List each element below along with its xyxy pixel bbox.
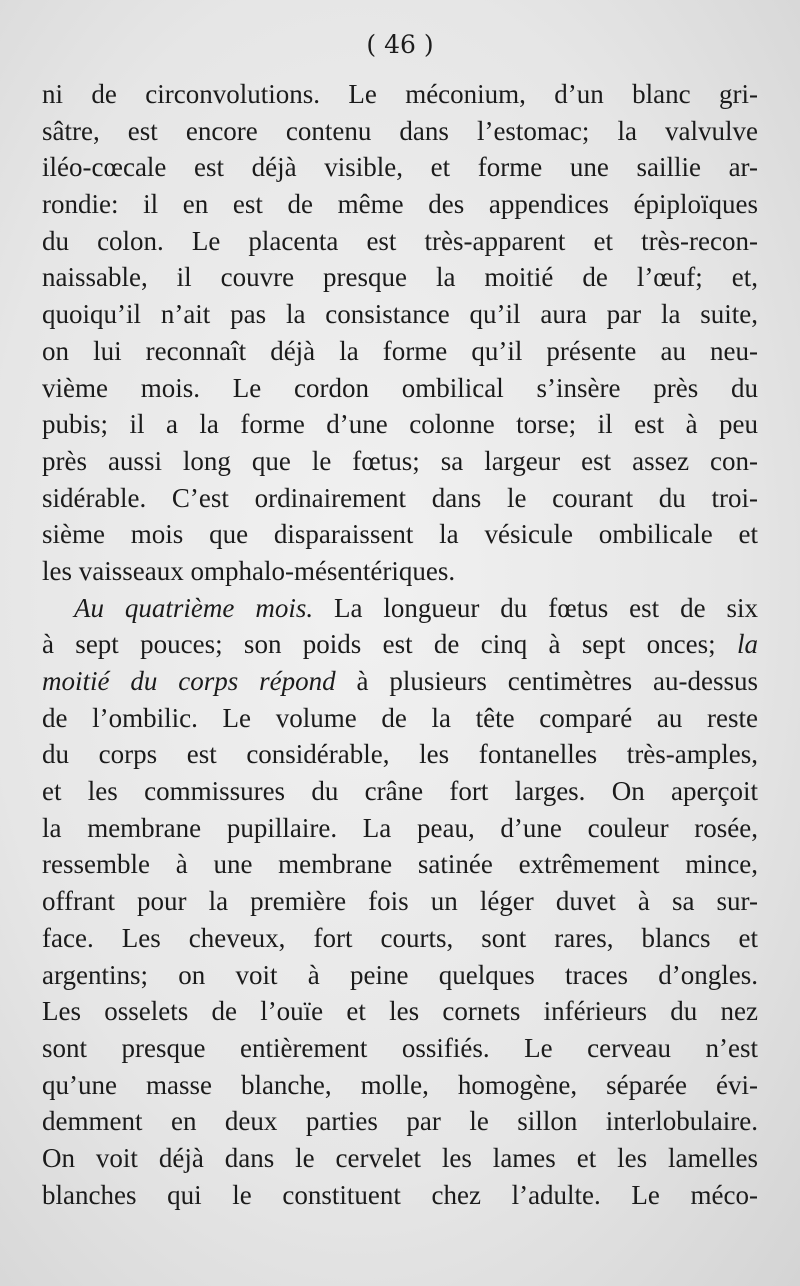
text-line: près aussi long que le fœtus; sa largeur est assez con-: [42, 445, 758, 476]
text-line: ressemble à une membrane satinée extrêmement mince,: [42, 849, 758, 880]
text-line: blanches qui le constituent chez l’adulte. Le méco-: [42, 1179, 758, 1210]
text-line: ni de circonvolutions. Le méconium, d’un blanc gri-: [42, 79, 758, 109]
text-line: demment en deux parties par le sillon interlobulaire.: [42, 1106, 758, 1137]
text-line: On voit déjà dans le cervelet les lames et les lamelles: [42, 1142, 758, 1173]
text-line: moitié du corps répond à plusieurs centimètres au-dessus: [42, 666, 758, 696]
text-line: rondie: il en est de même des appendices épiploïques: [42, 189, 758, 220]
text-line: pubis; il a la forme d’une colonne torse; il est à peu: [42, 409, 758, 440]
text-line: sâtre, est encore contenu dans l’estomac; la valvulve: [42, 115, 758, 146]
text-line: naissable, il couvre presque la moitié de l’œuf; et,: [42, 262, 758, 293]
text-line: et les commissures du crâne fort larges. On aperçoit: [42, 776, 758, 807]
text-line: du corps est considérable, les fontanelles très-amples,: [42, 739, 758, 770]
text-line: on lui reconnaît déjà la forme qu’il présente au neu-: [42, 335, 758, 366]
text-line: la membrane pupillaire. La peau, d’une couleur rosée,: [42, 812, 758, 843]
text-line: du colon. Le placenta est très-apparent et très-recon-: [42, 225, 758, 256]
italic-text: la: [736, 629, 758, 660]
section-start-line: Au quatrième mois. La longueur du fœtus est de six: [74, 592, 758, 623]
text-line: iléo-cœcale est déjà visible, et forme une saillie ar-: [42, 152, 758, 183]
text-line: vième mois. Le cordon ombilical s’insère près du: [42, 372, 758, 403]
text-line: face. Les cheveux, fort courts, sont rares, blancs et: [42, 922, 758, 953]
text-line: argentins; on voit à peine quelques traces d’ongles.: [42, 959, 758, 990]
text-line: qu’une masse blanche, molle, homogène, séparée évi-: [42, 1069, 758, 1100]
text-line: de l’ombilic. Le volume de la tête comparé au reste: [42, 702, 758, 733]
text-line: offrant pour la première fois un léger duvet à sa sur-: [42, 886, 758, 917]
page-number: ( 46 ): [366, 30, 434, 59]
text-line: à sept pouces; son poids est de cinq à sept onces; la: [42, 629, 758, 660]
body-text: [42, 76, 758, 1213]
italic-text: moitié du corps répond: [42, 666, 336, 696]
paragraph-end-line: les vaisseaux omphalo-mésentériques.: [42, 555, 456, 586]
text-line: sidérable. C’est ordinairement dans le courant du troi-: [42, 482, 758, 513]
section-heading-italic: Au quatrième mois.: [74, 592, 314, 623]
text-line: Les osselets de l’ouïe et les cornets inférieurs du nez: [42, 996, 758, 1027]
text-line: quoiqu’il n’ait pas la consistance qu’il aura par la suite,: [42, 299, 758, 330]
text-line: sont presque entièrement ossifiés. Le cerveau n’est: [42, 1032, 758, 1063]
text-line: sième mois que disparaissent la vésicule ombilicale et: [42, 519, 758, 550]
